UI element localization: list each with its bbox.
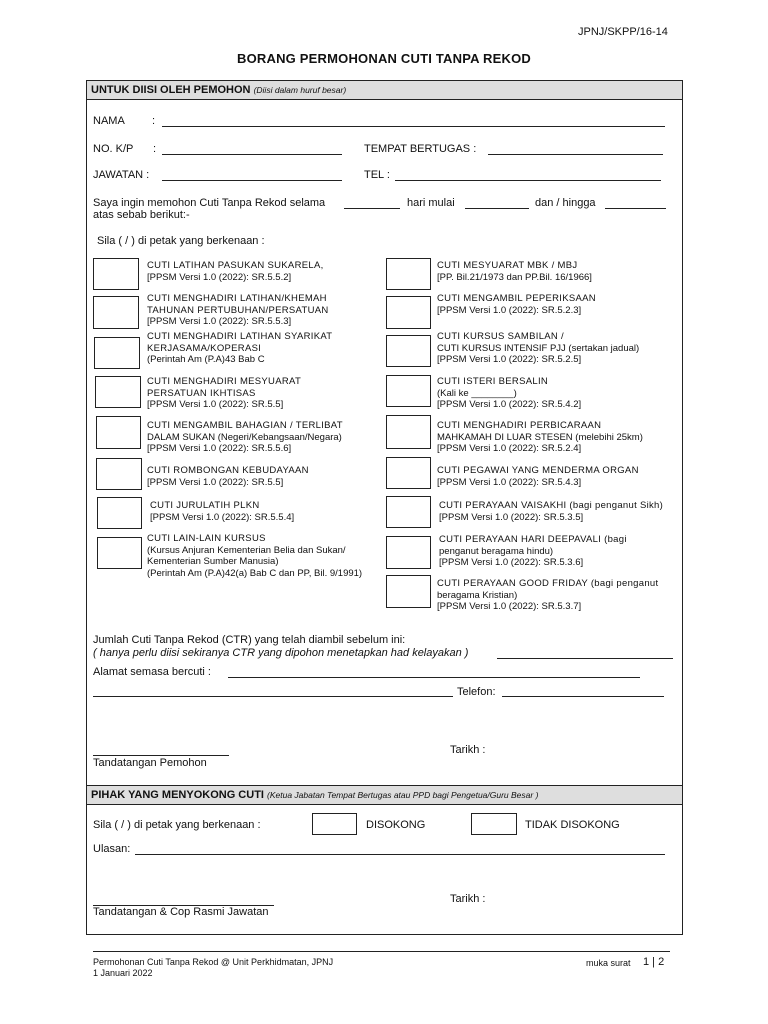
tempat-bertugas-label: TEMPAT BERTUGAS : xyxy=(364,143,477,155)
request-text-2: hari mulai xyxy=(407,197,455,209)
option-right-9: CUTI PERAYAAN GOOD FRIDAY (bagi penganut beragama Kristian) [PPSM Versi 1.0 (2022): SR.5.3.7] xyxy=(437,578,659,612)
option-left-5: CUTI MENGAMBIL BAHAGIAN / TERLIBAT DALAM SUKAN (Negeri/Kebangsaan/Negara) [PPSM Versi 1.0 (2022): SR.5.5.6] xyxy=(147,420,343,454)
checkbox-rombongan-kebudayaan[interactable] xyxy=(96,458,142,490)
nama-colon: : xyxy=(152,115,156,127)
supporter-section-header xyxy=(86,785,683,805)
end-date-field[interactable] xyxy=(605,208,666,209)
nama-field[interactable] xyxy=(162,126,665,127)
option-left-3: CUTI MENGHADIRI LATIHAN SYARIKAT KERJASAMA/KOPERASI (Perintah Am (P.A)43 Bab C xyxy=(147,331,333,365)
ulasan-label: Ulasan: xyxy=(93,843,131,855)
option-right-6: CUTI PEGAWAI YANG MENDERMA ORGAN [PPSM Versi 1.0 (2022): SR.5.4.3] xyxy=(437,465,639,488)
tel-field[interactable] xyxy=(395,180,661,181)
form-reference-code: JPNJ/SKPP/16-14 xyxy=(578,26,668,38)
option-left-6: CUTI ROMBONGAN KEBUDAYAAN [PPSM Versi 1.0 (2022): SR.5.5] xyxy=(147,465,309,488)
checkbox-vaisakhi[interactable] xyxy=(386,496,431,528)
checkbox-disokong[interactable] xyxy=(312,813,357,835)
option-right-4: CUTI ISTERI BERSALIN (Kali ke ________) [PPSM Versi 1.0 (2022): SR.5.4.2] xyxy=(437,376,582,410)
alamat-field-1[interactable] xyxy=(228,677,640,678)
checkbox-latihan-pasukan-sukarela[interactable] xyxy=(93,258,139,290)
checkbox-derma-organ[interactable] xyxy=(386,457,431,489)
form-title: BORANG PERMOHONAN CUTI TANPA REKOD xyxy=(237,51,531,66)
checkbox-lain-lain-kursus[interactable] xyxy=(97,537,142,569)
option-right-3: CUTI KURSUS SAMBILAN / CUTI KURSUS INTENSIF PJJ (sertakan jadual) [PPSM Versi 1.0 (2022): SR.5.2.5] xyxy=(437,331,640,365)
checkbox-mesyuarat-persatuan[interactable] xyxy=(95,376,141,408)
checkbox-isteri-bersalin[interactable] xyxy=(386,375,431,407)
checkbox-jurulatih-plkn[interactable] xyxy=(97,497,142,529)
nokp-field[interactable] xyxy=(162,154,342,155)
checkbox-deepavali[interactable] xyxy=(386,536,431,569)
jawatan-label: JAWATAN : xyxy=(93,169,150,181)
duration-field[interactable] xyxy=(344,208,400,209)
checkbox-latihan-koperasi[interactable] xyxy=(94,337,140,369)
checkbox-latihan-khemah[interactable] xyxy=(93,296,139,329)
ctr-line-2: ( hanya perlu diisi sekiranya CTR yang dipohon menetapkan had kelayakan ) xyxy=(93,647,469,659)
option-right-5: CUTI MENGHADIRI PERBICARAAN MAHKAMAH DI LUAR STESEN (melebihi 25km) [PPSM Versi 1.0 (2022): SR.5.2.4] xyxy=(437,420,643,454)
option-right-1: CUTI MESYUARAT MBK / MBJ [PP. Bil.21/1973 dan PP.Bil. 16/1966] xyxy=(437,260,592,283)
alamat-label: Alamat semasa bercuti : xyxy=(93,666,211,678)
footer-text: Permohonan Cuti Tanpa Rekod @ Unit Perkhidmatan, JPNJ xyxy=(93,957,334,967)
option-left-2: CUTI MENGHADIRI LATIHAN/KHEMAH TAHUNAN PERTUBUHAN/PERSATUAN [PPSM Versi 1.0 (2022): SR.5.5.3] xyxy=(147,293,329,327)
tel-label: TEL : xyxy=(364,169,390,181)
alamat-field-2[interactable] xyxy=(93,696,453,697)
checkbox-mesyuarat-mbk[interactable] xyxy=(386,258,431,290)
checkbox-kursus-sambilan[interactable] xyxy=(386,335,431,367)
footer-page-number: 1 | 2 xyxy=(643,956,665,968)
ctr-line-1: Jumlah Cuti Tanpa Rekod (CTR) yang telah diambil sebelum ini: xyxy=(93,634,406,646)
supporter-instruction: Sila ( / ) di petak yang berkenaan : xyxy=(93,819,261,831)
checkbox-peperiksaan[interactable] xyxy=(386,296,431,329)
footer-divider xyxy=(93,951,670,952)
option-right-7: CUTI PERAYAAN VAISAKHI (bagi penganut Sikh) [PPSM Versi 1.0 (2022): SR.5.3.5] xyxy=(439,500,664,523)
footer-date: 1 Januari 2022 xyxy=(93,968,153,978)
jawatan-field[interactable] xyxy=(162,180,342,181)
tempat-bertugas-field[interactable] xyxy=(488,154,663,155)
checkbox-perbicaraan-mahkamah[interactable] xyxy=(386,415,431,449)
start-date-field[interactable] xyxy=(465,208,529,209)
applicant-signature-field[interactable] xyxy=(93,755,229,756)
applicant-instruction: Sila ( / ) di petak yang berkenaan : xyxy=(97,235,265,247)
ctr-count-field[interactable] xyxy=(497,658,673,659)
option-left-1: CUTI LATIHAN PASUKAN SUKARELA, [PPSM Versi 1.0 (2022): SR.5.5.2] xyxy=(147,260,324,283)
footer-page-label: muka surat xyxy=(586,958,631,968)
checkbox-tidak-disokong[interactable] xyxy=(471,813,517,835)
checkbox-sukan[interactable] xyxy=(96,416,141,449)
disokong-label: DISOKONG xyxy=(366,819,426,831)
telefon-field[interactable] xyxy=(502,696,664,697)
applicant-tarikh-label: Tarikh : xyxy=(450,744,486,756)
supporter-signature-label: Tandatangan & Cop Rasmi Jawatan xyxy=(93,906,269,918)
supporter-heading: PIHAK YANG MENYOKONG CUTI xyxy=(91,789,264,801)
nama-label: NAMA xyxy=(93,115,125,127)
option-right-8: CUTI PERAYAAN HARI DEEPAVALI (bagi penganut beragama hindu) [PPSM Versi 1.0 (2022): SR.5.3.6] xyxy=(439,534,627,568)
supporter-tarikh-label: Tarikh : xyxy=(450,893,486,905)
request-text-3: dan / hingga xyxy=(535,197,596,209)
nokp-label: NO. K/P xyxy=(93,143,134,155)
applicant-heading: UNTUK DIISI OLEH PEMOHON xyxy=(91,84,251,96)
telefon-label: Telefon: xyxy=(457,686,496,698)
applicant-heading-note: (Diisi dalam huruf besar) xyxy=(253,85,347,95)
option-left-4: CUTI MENGHADIRI MESYUARAT PERSATUAN IKHTISAS [PPSM Versi 1.0 (2022): SR.5.5] xyxy=(147,376,302,410)
nokp-colon: : xyxy=(153,143,157,155)
supporter-heading-note: (Ketua Jabatan Tempat Bertugas atau PPD bagi Pengetua/Guru Besar ) xyxy=(267,790,539,800)
request-text-1: Saya ingin memohon Cuti Tanpa Rekod selama xyxy=(93,197,326,209)
applicant-section-header xyxy=(86,80,683,100)
option-right-2: CUTI MENGAMBIL PEPERIKSAAN [PPSM Versi 1.0 (2022): SR.5.2.3] xyxy=(437,293,596,316)
checkbox-good-friday[interactable] xyxy=(386,575,431,608)
applicant-signature-label: Tandatangan Pemohon xyxy=(93,757,207,769)
request-text-4: atas sebab berikut:- xyxy=(93,209,190,221)
tidak-disokong-label: TIDAK DISOKONG xyxy=(525,819,620,831)
ulasan-field[interactable] xyxy=(135,854,665,855)
option-left-8: CUTI LAIN-LAIN KURSUS (Kursus Anjuran Kementerian Belia dan Sukan/ Kementerian Sumber Manusia) (Perintah Am (P.A)42(a) Bab C dan PP, Bil. 9/1991) xyxy=(147,533,363,579)
option-left-7: CUTI JURULATIH PLKN [PPSM Versi 1.0 (2022): SR.5.5.4] xyxy=(150,500,295,523)
